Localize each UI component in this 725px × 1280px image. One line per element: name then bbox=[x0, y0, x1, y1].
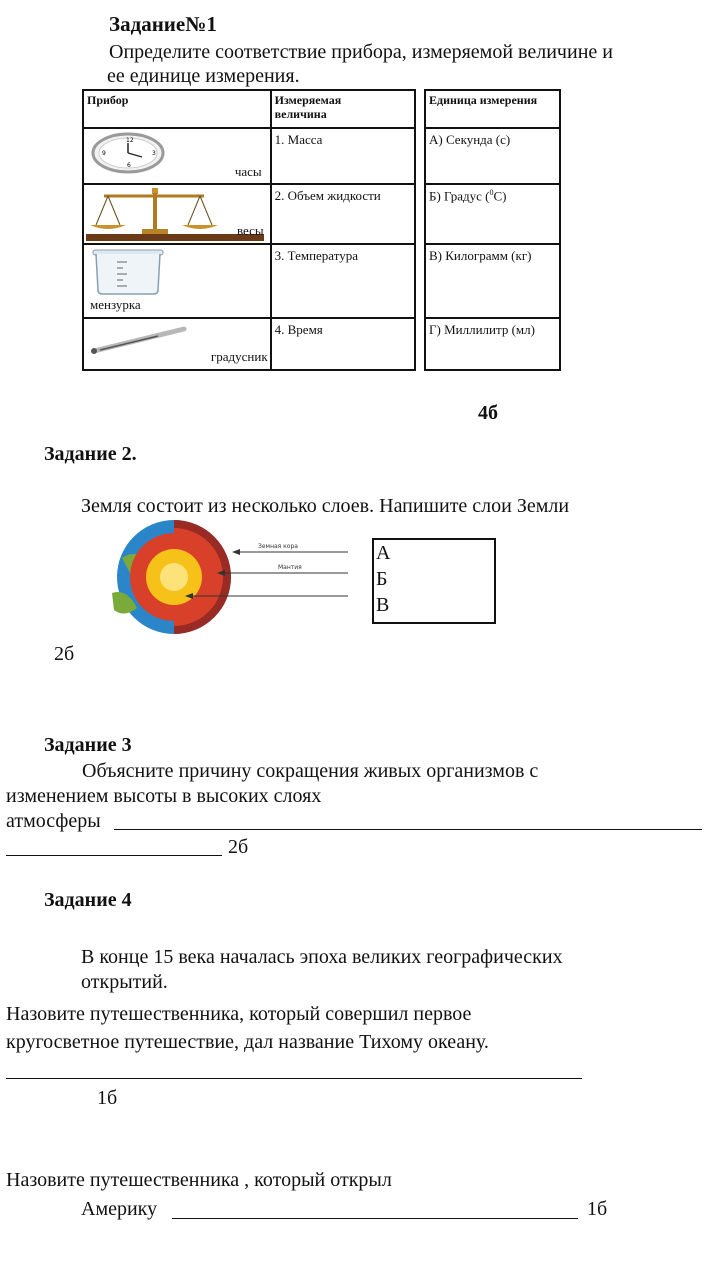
earth-label-mantle: Мантия bbox=[278, 564, 302, 571]
instrument-label-clock: часы bbox=[234, 164, 262, 179]
answer-letter-b: Б bbox=[376, 568, 388, 590]
quantity-3: 3. Температура bbox=[274, 248, 359, 263]
task4-q1-line2: кругосветное путешествие, дал название Тихому океану. bbox=[6, 1031, 489, 1053]
header-quantity: Измеряемая величина bbox=[274, 93, 342, 121]
svg-text:9: 9 bbox=[102, 150, 106, 157]
quantity-1: 1. Масса bbox=[274, 132, 323, 147]
unit-table bbox=[424, 89, 561, 371]
task4-q1-answer-line[interactable] bbox=[6, 1078, 582, 1079]
task1-points: 4б bbox=[478, 402, 498, 424]
svg-text:3: 3 bbox=[152, 150, 156, 157]
instrument-label-scales: весы bbox=[236, 223, 264, 238]
unit-g: Г) Миллилитр (мл) bbox=[429, 322, 535, 337]
task3-title: Задание 3 bbox=[44, 734, 132, 756]
task3-line3: атмосферы bbox=[6, 810, 101, 832]
header-unit: Единица измерения bbox=[429, 93, 538, 107]
task3-answer-line-1[interactable] bbox=[114, 829, 702, 830]
task4-q2-answer-line[interactable] bbox=[172, 1218, 578, 1219]
quantity-4: 4. Время bbox=[274, 322, 323, 337]
task2-title: Задание 2. bbox=[44, 443, 137, 465]
instrument-quantity-table bbox=[82, 89, 416, 371]
task4-line1: В конце 15 века началась эпоха великих географических bbox=[81, 946, 563, 968]
unit-b: Б) Градус ($^0$С) bbox=[429, 188, 507, 204]
clock-icon bbox=[90, 132, 166, 174]
task3-points: 2б bbox=[228, 836, 249, 858]
task1-instruction-line1: Определите соответствие прибора, измеряемой величине и bbox=[109, 41, 613, 63]
task4-q1-points: 1б bbox=[97, 1087, 118, 1109]
quantity-2: 2. Объем жидкости bbox=[274, 188, 381, 203]
answer-letter-v: В bbox=[376, 594, 390, 616]
task4-line2: открытий. bbox=[81, 971, 168, 993]
instrument-label-thermometer: градусник bbox=[210, 349, 268, 364]
clock-cell bbox=[83, 128, 271, 184]
earth-layers-diagram bbox=[82, 518, 352, 636]
task3-line1: Объясните причину сокращения живых организмов с bbox=[82, 760, 539, 782]
earth-label-crust: Земная кора bbox=[258, 543, 298, 550]
task4-title: Задание 4 bbox=[44, 889, 132, 911]
answer-letter-a: А bbox=[376, 542, 391, 564]
task2-question: Земля состоит из несколько слоев. Напишите слои Земли bbox=[81, 495, 570, 517]
instrument-label-beaker: мензурка bbox=[90, 297, 141, 312]
task1-title: Задание№1 bbox=[109, 12, 217, 36]
thermometer-cell bbox=[83, 318, 271, 370]
unit-v: В) Килограмм (кг) bbox=[429, 248, 532, 263]
unit-a: А) Секунда (с) bbox=[429, 132, 511, 147]
beaker-icon bbox=[87, 248, 167, 296]
task3-line2: изменением высоты в высоких слоях bbox=[6, 785, 322, 807]
task4-q2-points: 1б bbox=[587, 1198, 608, 1220]
task4-q2-line1: Назовите путешественника , который открыл bbox=[6, 1169, 392, 1191]
task1-instruction-line2: ее единице измерения. bbox=[107, 65, 300, 87]
svg-text:6: 6 bbox=[127, 162, 131, 169]
header-instrument: Прибор bbox=[87, 93, 129, 107]
task4-q2-line2: Америку bbox=[81, 1198, 158, 1220]
beaker-cell bbox=[83, 244, 271, 318]
task3-answer-line-2[interactable] bbox=[6, 855, 222, 856]
thermometer-icon bbox=[88, 325, 188, 355]
earth-layers-answer-box bbox=[372, 538, 496, 624]
svg-text:12: 12 bbox=[126, 137, 134, 144]
task4-q1-line1: Назовите путешественника, который совершил первое bbox=[6, 1003, 472, 1025]
scales-cell bbox=[83, 184, 271, 244]
task2-points: 2б bbox=[54, 643, 75, 665]
